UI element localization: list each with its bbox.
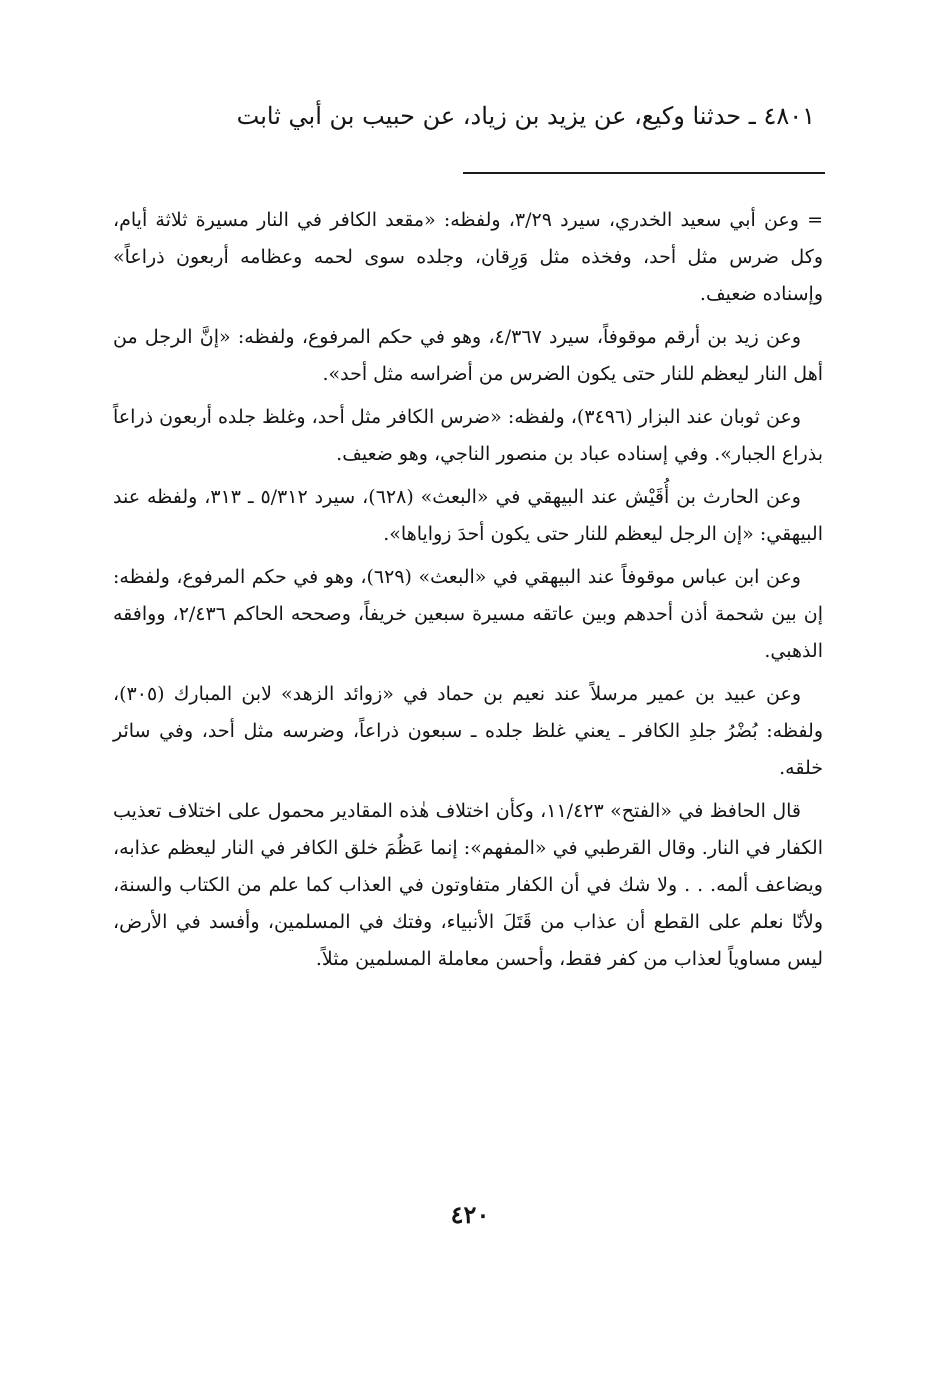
hadith-text: ٤٨٠١ ـ حدثنا وكيع، عن يزيد بن زياد، عن حبيب بن أبي ثابت [236,102,815,130]
footnote-paragraph: وعن ابن عباس موقوفاً عند البيهقي في «البعث» (٦٢٩)، وهو في حكم المرفوع، ولفظه: إن بين شحمة أذن أحدهم وبين عاتقه مسيرة سبعين خريفاً، وصححه الحاكم ٢/٤٣٦، ووافقه الذهبي. [113,566,823,662]
footnotes-section [113,202,823,984]
footnote-paragraph: وعن ثوبان عند البزار (٣٤٩٦)، ولفظه: «ضرس الكافر مثل أحد، وغلظ جلده أربعون ذراعاً بذراع الجبار». وفي إسناده عباد بن منصور الناجي، وهو ضعيف. [113,406,823,465]
footnote-paragraph: = وعن أبي سعيد الخدري، سيرد ٣/٢٩، ولفظه: «مقعد الكافر في النار مسيرة ثلاثة أيام، وكل ضرس مثل أحد، وفخذه مثل وَرِقان، وجلده سوى لحمه وعظامه أربعون ذراعاً» وإسناده ضعيف. [113,209,823,305]
footnote-separator [463,172,825,174]
footnote-paragraph: قال الحافظ في «الفتح» ١١/٤٢٣، وكأن اختلاف هٰذه المقادير محمول على اختلاف تعذيب الكفار في النار. وقال القرطبي في «المفهم»: إنما عَظُمَ خلق الكافر في النار ليعظم عذابه، ويضاعف ألمه. . . ولا شك في أن الكفار متفاوتون في العذاب كما علم من الكتاب والسنة، ولأنّا نعلم على القطع أن عذاب من قَتَلَ الأنبياء، وفتك في المسلمين، وأفسد في الأرض، ليس مساوياً لعذاب من كفر فقط، وأحسن معاملة المسلمين مثلاً. [113,800,823,970]
footnote-paragraph: وعن عبيد بن عمير مرسلاً عند نعيم بن حماد في «زوائد الزهد» لابن المبارك (٣٠٥)، ولفظه: بُضْرُ جلدِ الكافر ـ يعني غلظ جلده ـ سبعون ذراعاً، وضرسه مثل أحد، وفي سائر خلقه. [113,683,823,779]
page-number: ٤٢٠ [450,1200,490,1229]
footnote-paragraph: وعن الحارث بن أُقَيْش عند البيهقي في «البعث» (٦٢٨)، سيرد ٥/٣١٢ ـ ٣١٣، ولفظه عند البيهقي: «إن الرجل ليعظم للنار حتى يكون أحدَ زواياها». [113,486,823,545]
footnote-paragraph: وعن زيد بن أرقم موقوفاً، سيرد ٤/٣٦٧، وهو في حكم المرفوع، ولفظه: «إنَّ الرجل من أهل النار ليعظم للنار حتى يكون الضرس من أضراسه مثل أحد». [113,326,823,385]
